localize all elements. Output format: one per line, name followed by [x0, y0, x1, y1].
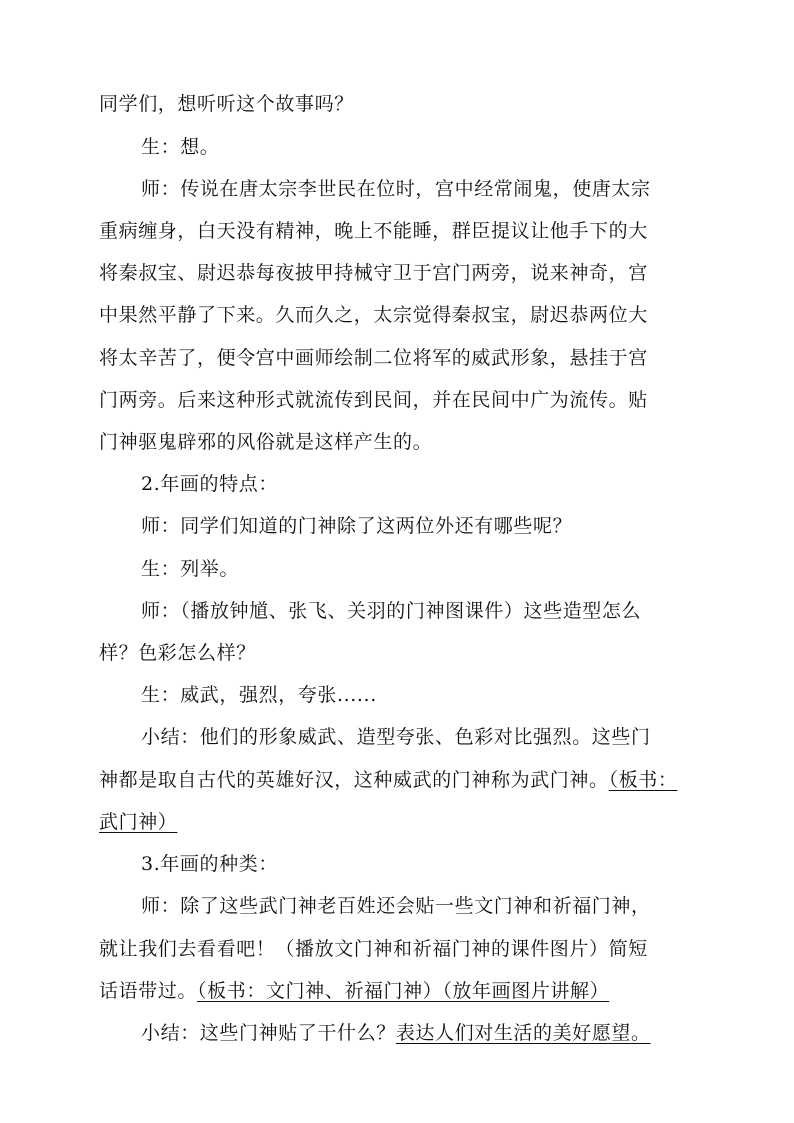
summary-line [141, 1021, 741, 1045]
paragraph-line: 就让我们去看看吧！（播放文门神和祈福门神的课件图片）简短 [99, 938, 648, 960]
paragraph-line [99, 979, 699, 1003]
board-note-underlined: （板书：文门神、祈福门神）（放年画图片讲解） [197, 980, 610, 1002]
paragraph-line: 将太辛苦了，便令宫中画师绘制二位将军的威武形象，悬挂于宫 [99, 347, 648, 369]
teacher-question-line: 师：（播放钟馗、张飞、关羽的门神图课件）这些造型怎么 [141, 600, 642, 622]
paragraph-line: 门神驱鬼辟邪的风俗就是这样产生的。 [99, 431, 433, 453]
student-answer-line: 生：威武，强烈，夸张...... [141, 684, 377, 706]
board-note-underlined: 武门神） [99, 811, 178, 833]
teacher-question-line: 师：同学们知道的门神除了这两位外还有哪些呢？ [141, 515, 573, 537]
paragraph-text: 话语带过。 [99, 980, 198, 1002]
paragraph-line: 样？色彩怎么样？ [99, 642, 256, 664]
summary-line: 小结：他们的形象威武、造型夸张、色彩对比强烈。这些门 [141, 726, 651, 748]
paragraph-text: 神都是取自古代的英雄好汉，这种威武的门神称为武门神。 [99, 769, 609, 791]
paragraph-line: 门两旁。后来这种形式就流传到民间，并在民间中广为流传。贴 [99, 389, 648, 411]
teacher-question-line: 师：除了这些武门神老百姓还会贴一些文门神和祈福门神， [141, 895, 651, 917]
paragraph-line: 重病缠身，白天没有精神，晚上不能睡，群臣提议让他手下的大 [99, 220, 648, 242]
board-note-underlined: （板书： [608, 769, 678, 791]
teacher-story-line: 师：传说在唐太宗李世民在位时，宫中经常闹鬼，使唐太宗 [141, 178, 651, 200]
section-heading-types: 3.年画的种类： [141, 853, 278, 875]
summary-underlined: 表达人们对生活的美好愿望。 [395, 1022, 651, 1044]
student-answer-line: 生：列举。 [141, 558, 240, 580]
section-heading-features: 2.年画的特点： [141, 473, 278, 495]
paragraph-line: 将秦叔宝、尉迟恭每夜披甲持械守卫于宫门两旁，说来神奇，宫 [99, 262, 648, 284]
paragraph-line: 中果然平静了下来。久而久之，太宗觉得秦叔宝，尉迟恭两位大 [99, 304, 648, 326]
paragraph-line [99, 768, 699, 792]
paragraph-line: 同学们，想听听这个故事吗？ [99, 93, 354, 115]
paragraph-text: 小结：这些门神贴了干什么？ [141, 1022, 396, 1044]
student-answer-line: 生：想。 [141, 136, 220, 158]
paragraph-line [99, 810, 699, 834]
